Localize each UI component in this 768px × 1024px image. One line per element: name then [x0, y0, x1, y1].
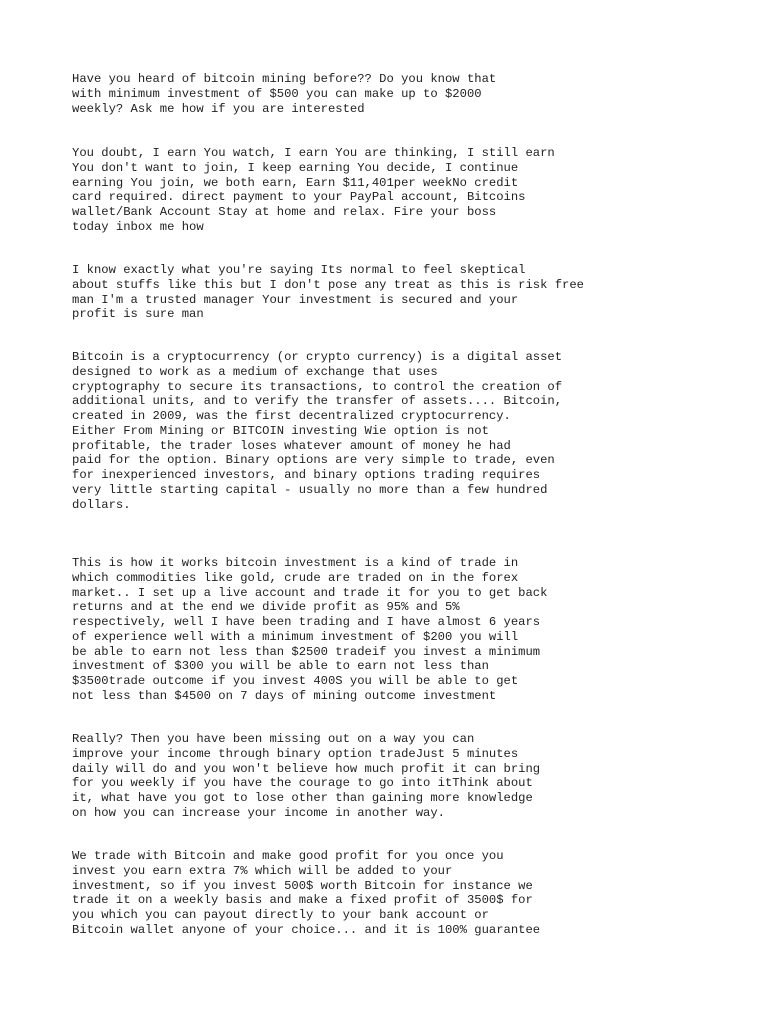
paragraph-binary-option: Really? Then you have been missing out on a way you can improve your income through binary option tradeJust 5 minutes daily will do and you won't believe how much profit it can bring for you weekly if you have the courage to go into itThink about it, what have you got to lose other than gaining more knowledge on how you can increase your income in another way.	[72, 732, 541, 820]
paragraph-you-doubt-i-earn: You doubt, I earn You watch, I earn You are thinking, I still earn You don't want to join, I keep earning You decide, I continue earning You join, we both earn, Earn $11,401per weekNo credit card required. direct payment to your PayPal account, Bitcoins wallet/Bank Account Stay at home and relax. Fire your boss today inbox me how	[72, 146, 555, 234]
paragraph-how-it-works: This is how it works bitcoin investment is a kind of trade in which commodities like gold, crude are traded on in the forex market.. I set up a live account and trade it for you to get back returns and at the end we divide profit as 95% and 5% respectively, well I have been trading and I have almost 6 years of experience well with a minimum investment of $200 you will be able to earn not less than $2500 tradeif you invest a minimum investment of $300 you will be able to earn not less than $3500trade outcome if you invest 400S you will be able to get not less than $4500 on 7 days of mining outcome investment	[72, 556, 548, 703]
paragraph-trade-with-bitcoin: We trade with Bitcoin and make good profit for you once you invest you earn extra 7% which will be added to your investment, so if you invest 500$ worth Bitcoin for instance we trade it on a weekly basis and make a fixed profit of 3500$ for you which you can payout directly to your bank account or Bitcoin wallet anyone of your choice... and it is 100% guarantee	[72, 849, 541, 937]
paragraph-skeptical: I know exactly what you're saying Its normal to feel skeptical about stuffs like this but I don't pose any treat as this is risk free man I'm a trusted manager Your investment is secured and your profit is sure man	[72, 263, 584, 322]
paragraph-bitcoin-definition: Bitcoin is a cryptocurrency (or crypto currency) is a digital asset designed to work as a medium of exchange that uses cryptography to secure its transactions, to control the creation of additional units, and to verify the transfer of assets.... Bitcoin, created in 2009, was the first decentralized cryptocurrency. Either From Mining or BITCOIN investing Wie option is not profitable, the trader loses whatever amount of money he had paid for the option. Binary options are very simple to trade, even for inexperienced investors, and binary options trading requires very little starting capital - usually no more than a few hundred dollars.	[72, 350, 563, 512]
paragraph-bitcoin-mining-intro: Have you heard of bitcoin mining before?? Do you know that with minimum investment of $500 you can make up to $2000 weekly? Ask me how if you are interested	[72, 72, 497, 116]
